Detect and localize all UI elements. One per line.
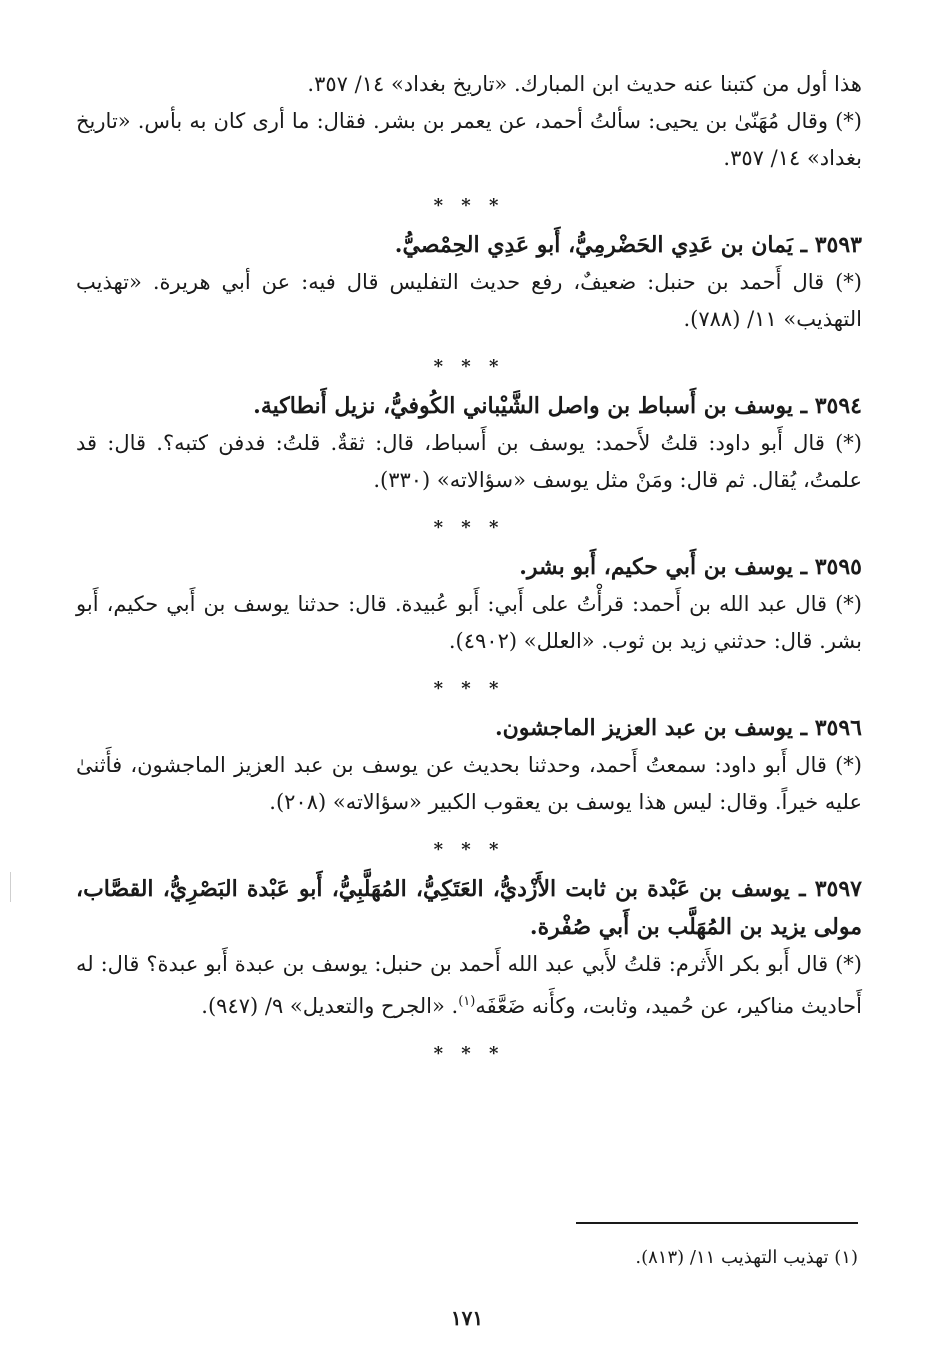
- entry-body: (*) قال أَبو داود: قلتُ لأَحمد: يوسف بن أَسباط، قال: ثقةٌ. قلتُ: فدفن كتبه؟. قال: قد علمتُ، يُقال. ثم قال: ومَنْ مثل يوسف «سؤالاته» (٣٣٠).: [76, 431, 862, 492]
- entry-title: ٣٥٩٥ ـ يوسف بن أَبي حكيم، أَبو بشر.: [519, 554, 862, 580]
- separator-stars: * * *: [433, 1043, 505, 1064]
- entry-3597: [76, 870, 862, 1025]
- entry-body-end: . «الجرح والتعديل» ٩/ (٩٤٧).: [201, 994, 459, 1018]
- intro-paragraph: (*) وقال مُهَنّىٰ بن يحيى: سألتُ أحمد، عن يعمر بن بشر. فقال: ما أرى كان به بأس. «تاريخ بغداد» ١٤/ ٣٥٧.: [76, 109, 862, 170]
- separator-stars: * * *: [433, 195, 505, 216]
- entry-body: (*) قال عبد الله بن أَحمد: قرأْتُ على أَبي: أَبو عُبيدة. قال: حدثنا يوسف بن أَبي حكيم، أَبو بشر. قال: حدثني زيد بن ثوب. «العلل» (٤٩٠٢).: [76, 592, 862, 653]
- scan-artifact: [10, 872, 15, 902]
- entry-title: ٣٥٩٧ ـ يوسف بن عَبْدة بن ثابت الأَزْديُّ، العَتَكِيُّ، المُهَلَّبِيُّ، أَبو عَبْدة البَصْرِيُّ، القصَّاب، مولى يزيد بن المُهَلَّب بن أَبي صُفْرة.: [76, 876, 862, 940]
- entry-3596: [76, 709, 862, 821]
- separator-stars: * * *: [433, 356, 505, 377]
- intro-line: هذا أول من كتبنا عنه حديث ابن المبارك. «تاريخ بغداد» ١٤/ ٣٥٧.: [307, 72, 862, 96]
- footnote-divider: [576, 1222, 858, 1224]
- footnote-reference: (١): [458, 994, 476, 1009]
- entry-body: (*) قال أَبو داود: سمعتُ أَحمد، وحدثنا بحديث عن يوسف بن عبد العزيز الماجشون، فأَثنىٰ عليه خيراً. وقال: ليس هذا يوسف بن يعقوب الكبير «سؤالاته» (٢٠٨).: [76, 753, 862, 814]
- entry-body: (*) قال أَحمد بن حنبل: ضعيفٌ، رفع حديث التفليس قال فيه: عن أبي هريرة. «تهذيب التهذيب» ١١/ (٧٨٨).: [76, 270, 862, 331]
- separator-stars: * * *: [433, 517, 505, 538]
- separator-stars: * * *: [433, 839, 505, 860]
- entry-3595: [76, 548, 862, 660]
- page-number: ١٧١: [450, 1306, 484, 1330]
- intro-block: [76, 66, 862, 177]
- entry-body-text: (*) قال أَبو بكر الأَثرم: قلتُ لأَبي عبد الله أَحمد بن حنبل: يوسف بن عبدة أَبو عبدة؟ قال: له أَحاديث مناكير، عن حُميد، وثابت، وكأَنه ضَعَّفَه: [76, 952, 862, 1018]
- separator-stars: * * *: [433, 678, 505, 699]
- entry-title: ٣٥٩٤ ـ يوسف بن أَسباط بن واصل الشَّيْباني الكُوفيُّ، نزيل أَنطاكية.: [253, 393, 862, 419]
- entry-body: [76, 946, 862, 1025]
- entry-3594: [76, 387, 862, 499]
- entry-title: ٣٥٩٦ ـ يوسف بن عبد العزيز الماجشون.: [494, 715, 862, 741]
- entry-title: ٣٥٩٣ ـ يَمان بن عَدِي الحَضْرمِيُّ، أَبو عَدِي الحِمْصيُّ.: [394, 232, 862, 258]
- footnote: (١) تهذيب التهذيب ١١/ (٨١٣).: [635, 1247, 858, 1268]
- entry-3593: [76, 226, 862, 338]
